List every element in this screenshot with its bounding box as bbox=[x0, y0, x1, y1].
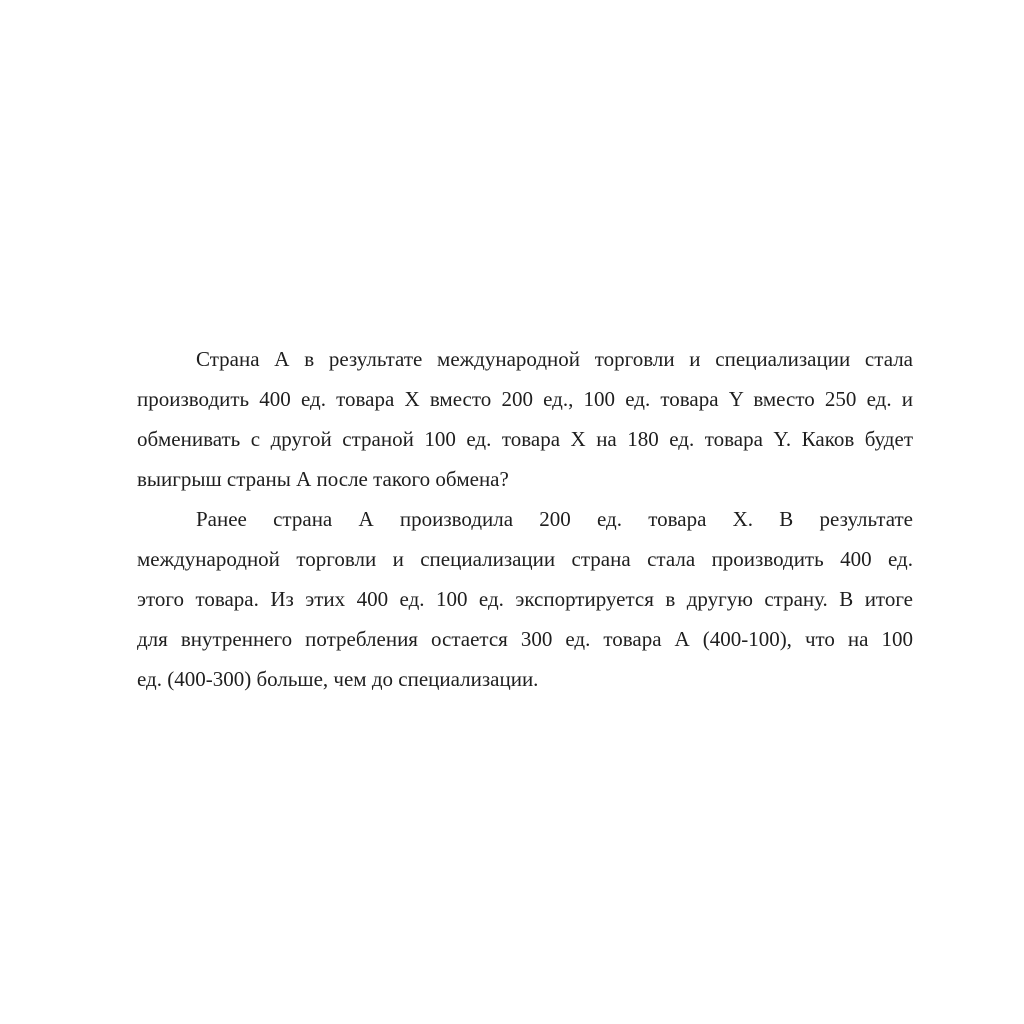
text-line: производить 400 ед. товара X вместо 200 ед., 100 ед. товара Y вместо 250 ед. и bbox=[137, 387, 913, 411]
text-line: этого товара. Из этих 400 ед. 100 ед. экспортируется в другую страну. В итоге bbox=[137, 587, 913, 611]
paragraph-question bbox=[137, 339, 913, 499]
text-line: обменивать с другой страной 100 ед. товара X на 180 ед. товара Y. Каков будет bbox=[137, 427, 913, 451]
text-line: для внутреннего потребления остается 300 ед. товара А (400-100), что на 100 bbox=[137, 627, 913, 651]
paragraph-answer bbox=[137, 499, 913, 699]
text-line: Страна А в результате международной торговли и специализации стала bbox=[196, 347, 913, 371]
text-line: международной торговли и специализации страна стала производить 400 ед. bbox=[137, 547, 913, 571]
text-line: ед. (400-300) больше, чем до специализации. bbox=[137, 667, 539, 691]
text-block bbox=[137, 339, 913, 699]
text-line: Ранее страна А производила 200 ед. товара X. В результате bbox=[196, 507, 913, 531]
text-line: выигрыш страны А после такого обмена? bbox=[137, 467, 509, 491]
